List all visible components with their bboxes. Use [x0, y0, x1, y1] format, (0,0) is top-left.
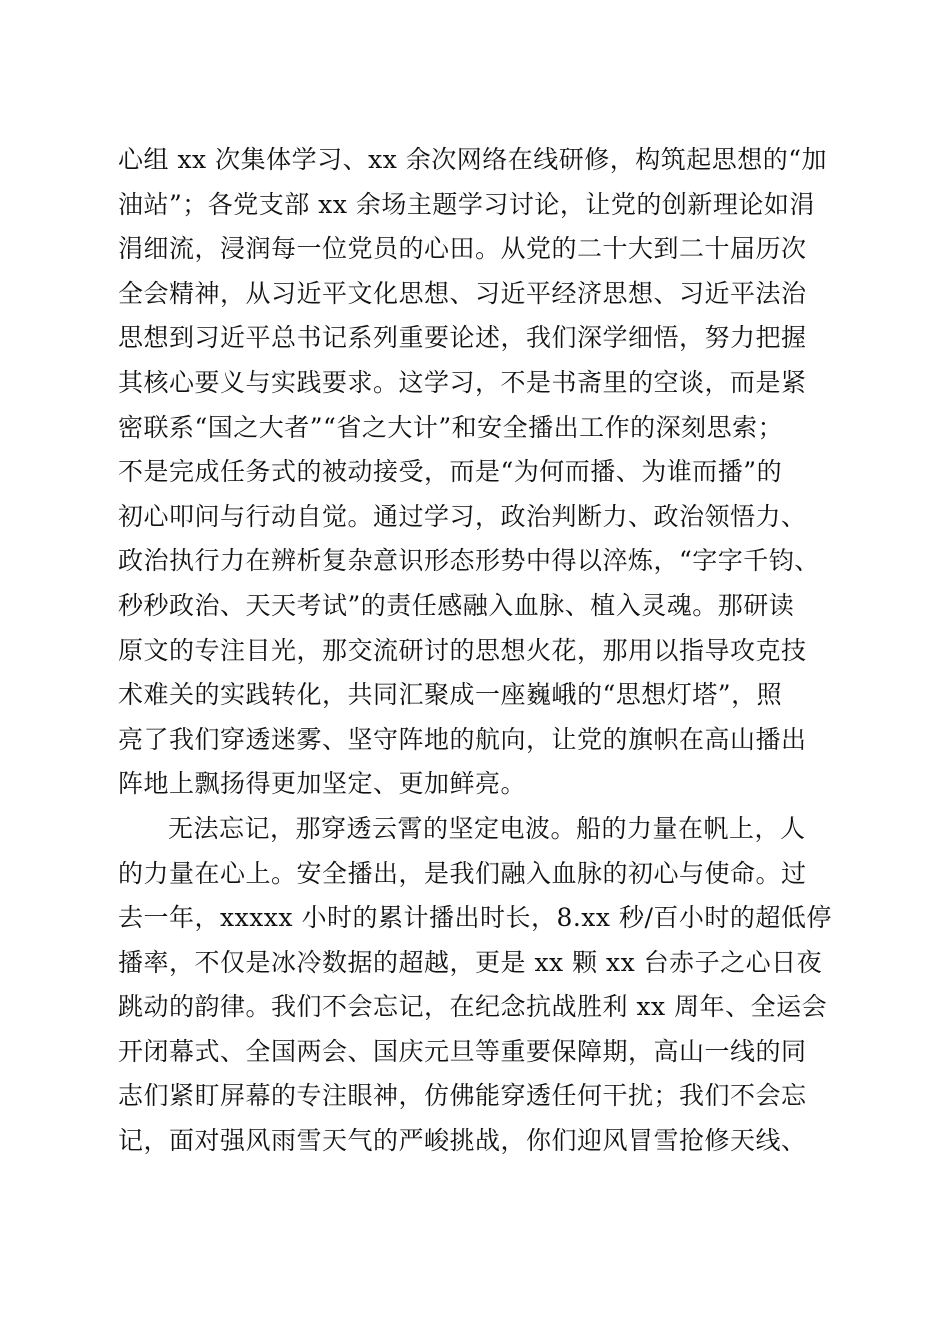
text-line: 心组 xx 次集体学习、xx 余次网络在线研修，构筑起思想的“加 — [118, 145, 828, 174]
text-line: 政治执行力在辨析复杂意识形态形势中得以淬炼，“字字千钧、 — [118, 546, 820, 576]
paragraph — [118, 807, 838, 1164]
text-line: 全会精神，从习近平文化思想、习近平经济思想、习近平法治 — [118, 278, 807, 308]
text-line: 油站”；各党支部 xx 余场主题学习讨论，让党的创新理论如涓 — [118, 189, 815, 219]
text-line: 术难关的实践转化，共同汇聚成一座巍峨的“思想灯塔”，照 — [118, 680, 783, 710]
document-body — [118, 138, 838, 1164]
paragraph — [118, 138, 838, 807]
text-line: 开闭幕式、全国两会、国庆元旦等重要保障期，高山一线的同 — [118, 1036, 807, 1066]
text-line: 的力量在心上。安全播出，是我们融入血脉的初心与使命。过 — [118, 858, 807, 888]
text-line: 原文的专注目光，那交流研讨的思想火花，那用以指导攻克技 — [118, 635, 807, 665]
text-line: 记，面对强风雨雪天气的严峻挑战，你们迎风冒雪抢修天线、 — [118, 1126, 807, 1156]
text-line: 去一年，xxxxx 小时的累计播出时长，8.xx 秒/百小时的超低停 — [118, 903, 832, 933]
text-line: 阵地上飘扬得更加坚定、更加鲜亮。 — [118, 769, 527, 799]
text-line: 不是完成任务式的被动接受，而是“为何而播、为谁而播”的 — [118, 457, 783, 487]
text-line: 密联系“国之大者”“省之大计”和安全播出工作的深刻思索； — [118, 412, 784, 442]
text-line: 秒秒政治、天天考试”的责任感融入血脉、植入灵魂。那研读 — [118, 590, 795, 620]
text-line: 其核心要义与实践要求。这学习，不是书斋里的空谈，而是紧 — [118, 367, 807, 397]
text-line: 无法忘记，那穿透云霄的坚定电波。船的力量在帆上，人 — [168, 813, 806, 843]
text-line: 志们紧盯屏幕的专注眼神，仿佛能穿透任何干扰；我们不会忘 — [118, 1081, 807, 1111]
text-line: 播率，不仅是冰冷数据的超越，更是 xx 颗 xx 台赤子之心日夜 — [118, 947, 823, 977]
text-line: 初心叩问与行动自觉。通过学习，政治判断力、政治领悟力、 — [118, 501, 807, 531]
text-line: 跳动的韵律。我们不会忘记，在纪念抗战胜利 xx 周年、全运会 — [118, 992, 828, 1022]
text-line: 亮了我们穿透迷雾、坚守阵地的航向，让党的旗帜在高山播出 — [118, 724, 807, 754]
text-line: 涓细流，浸润每一位党员的心田。从党的二十大到二十届历次 — [118, 234, 807, 264]
text-line: 思想到习近平总书记系列重要论述，我们深学细悟，努力把握 — [118, 323, 807, 353]
